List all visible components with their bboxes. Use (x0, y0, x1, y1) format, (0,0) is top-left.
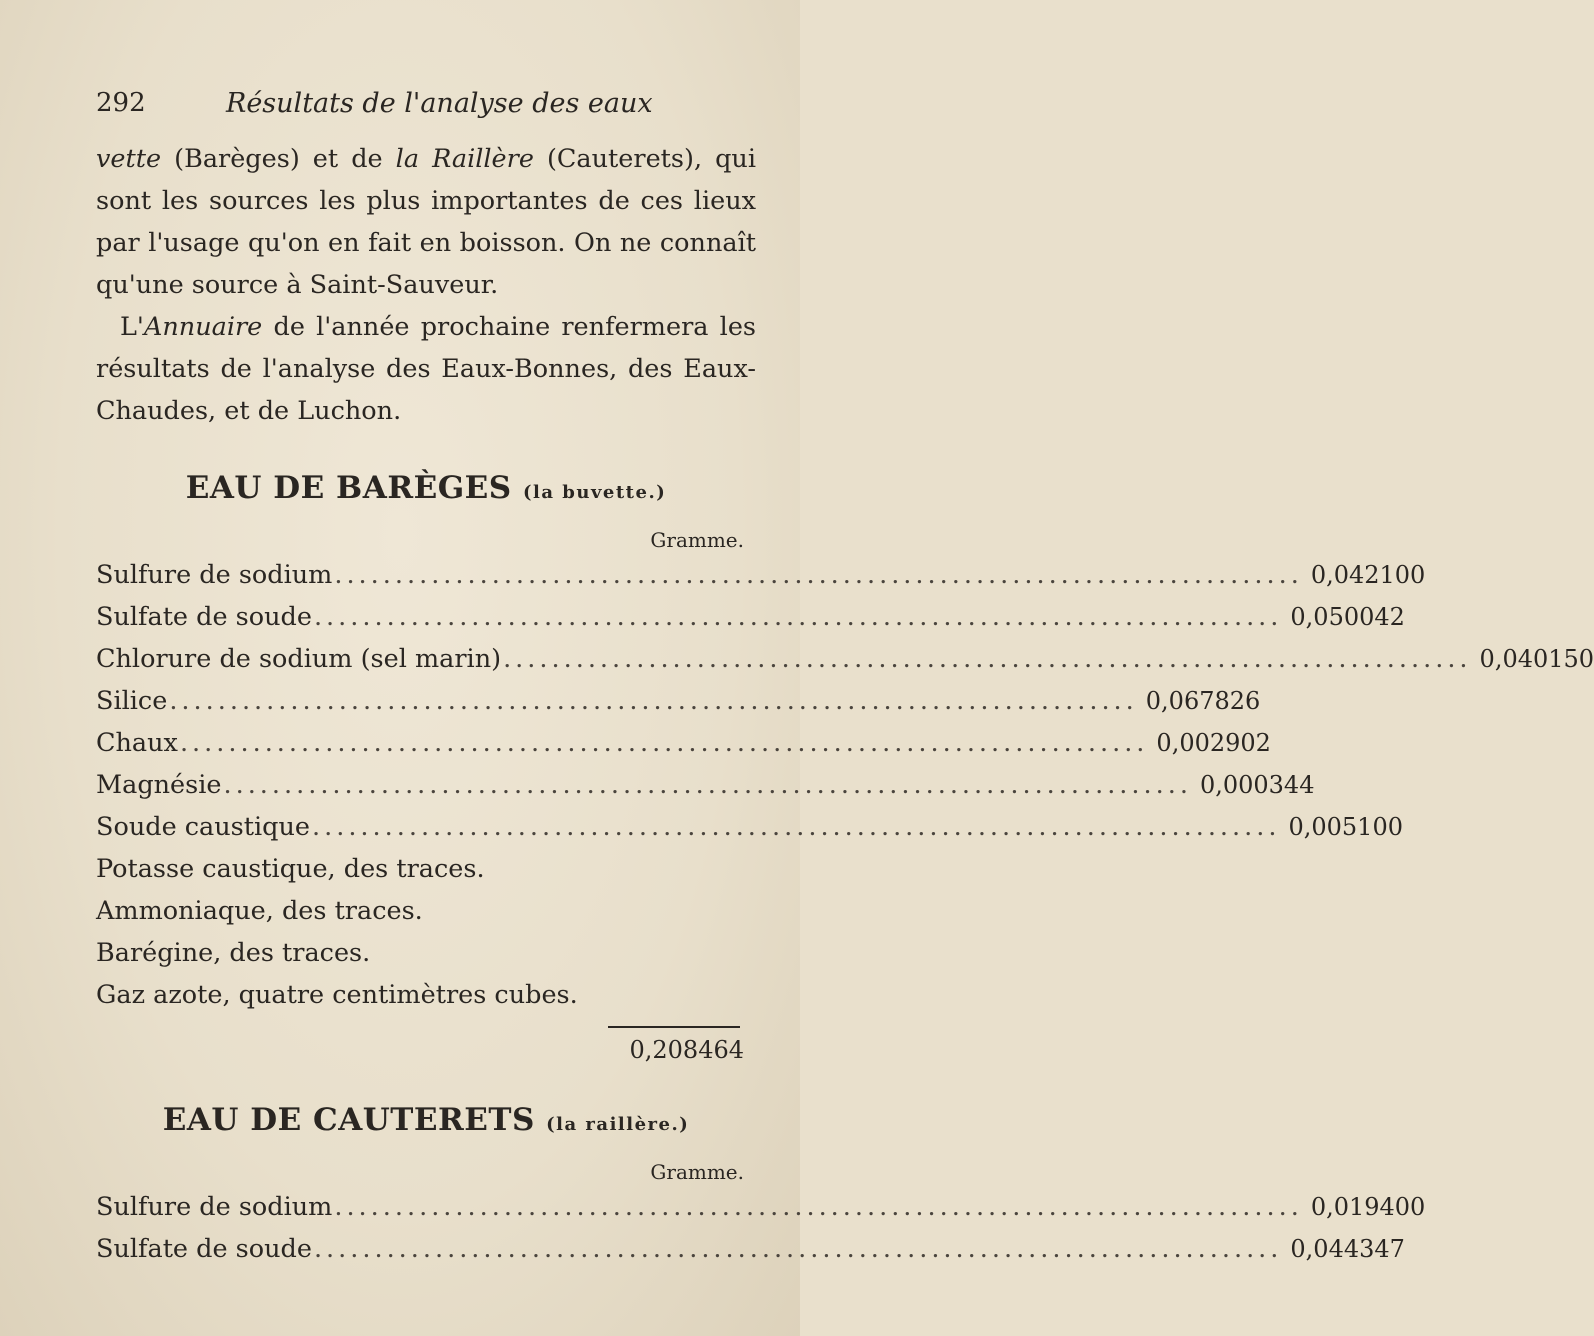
row-label: Chaux (96, 728, 178, 758)
section-title-cauterets (96, 1092, 756, 1148)
row-value: 0,002902 (1156, 729, 1271, 757)
dot-leader: ................................................................................ (334, 1192, 1303, 1222)
page-number: 292 (96, 88, 146, 118)
dot-leader: ................................................................................ (179, 728, 1149, 758)
running-head (96, 88, 746, 128)
trace-line: Barégine, des traces. (96, 938, 371, 968)
dot-leader: ................................................................................ (312, 812, 1281, 842)
row-value: 0,050042 (1290, 603, 1405, 631)
dot-leader: ................................................................................ (169, 686, 1138, 716)
dot-leader: ................................................................................ (223, 770, 1192, 800)
row-label: Sulfure de sodium (96, 560, 333, 590)
intro-paragraph-1 (96, 138, 756, 306)
text-italic: la Raillère (395, 144, 534, 174)
table-row (96, 1186, 1426, 1228)
section-title-bareges (96, 460, 756, 516)
dot-leader: ................................................................................ (334, 560, 1303, 590)
table-row (96, 554, 1426, 596)
row-label: Sulfate de soude (96, 602, 312, 632)
text: (Cauterets), qui sont les sources les plus importantes de ces lieux par l'usage qu'on en fait en boisson. On ne connaît qu'une source à Saint-Sauveur. (96, 144, 756, 300)
bareges-table (96, 554, 1594, 848)
table-row (96, 806, 1403, 848)
row-value: 0,019400 (1310, 1193, 1426, 1221)
dot-leader: ................................................................................ (313, 602, 1283, 632)
bareges-total: 0,208464 (629, 1036, 744, 1064)
section-title-text: EAU DE CAUTERETS (162, 1102, 535, 1138)
page-body (96, 138, 1594, 1270)
trace-line: Ammoniaque, des traces. (96, 896, 423, 926)
text: de l'année prochaine renfermera les résultats de l'analyse des Eaux-Bonnes, des Eaux-Chaudes, et de Luchon. (96, 312, 756, 426)
text-italic: Annuaire (143, 312, 263, 342)
dot-leader: ................................................................................ (313, 1234, 1283, 1264)
section-subtitle: (la raillère.) (546, 1114, 690, 1135)
row-value: 0,005100 (1288, 813, 1403, 841)
row-label: Sulfate de soude (96, 1234, 312, 1264)
row-value: 0,067826 (1145, 687, 1261, 715)
dot-leader: ................................................................................ (503, 644, 1472, 674)
row-label: Magnésie (96, 770, 222, 800)
table-row (96, 1228, 1405, 1270)
row-value: 0,040150 (1479, 645, 1594, 673)
cauterets-table (96, 1186, 1426, 1270)
section-subtitle: (la buvette.) (523, 482, 667, 503)
bareges-traces (96, 848, 756, 1016)
text: (Barèges) et de (161, 144, 396, 174)
table-row (96, 722, 1271, 764)
intro-paragraph-2 (96, 306, 756, 432)
row-label: Soude caustique (96, 812, 310, 842)
row-label: Silice (96, 686, 168, 716)
row-label: Chlorure de sodium (sel marin) (96, 644, 502, 674)
running-title: Résultats de l'analyse des eaux (226, 88, 653, 119)
trace-line: Gaz azote, quatre centimètres cubes. (96, 980, 578, 1010)
text-italic: vette (96, 144, 162, 174)
table-row (96, 596, 1405, 638)
text: L' (120, 312, 144, 342)
row-value: 0,044347 (1290, 1235, 1405, 1263)
trace-line: Potasse caustique, des traces. (96, 854, 485, 884)
unit-label: Gramme. (650, 528, 744, 552)
table-row (96, 638, 1594, 680)
row-label: Sulfure de sodium (96, 1192, 333, 1222)
row-value: 0,042100 (1310, 561, 1426, 589)
section-title-text: EAU DE BARÈGES (185, 470, 512, 506)
table-row (96, 764, 1315, 806)
unit-label: Gramme. (650, 1160, 744, 1184)
row-value: 0,000344 (1199, 771, 1315, 799)
table-row (96, 680, 1261, 722)
